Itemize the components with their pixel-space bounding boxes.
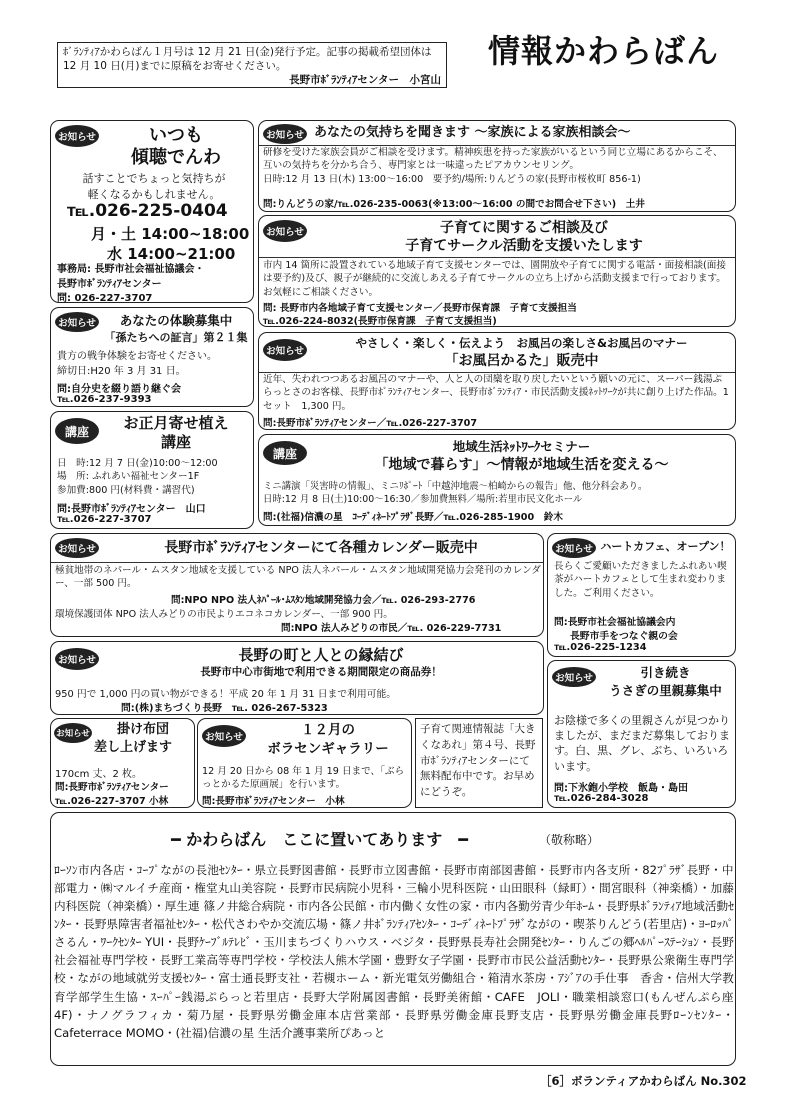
- lecture-badge: 講座: [55, 418, 99, 444]
- gallery-contact: 問:長野市ﾎﾞﾗﾝﾃｨｱセンター 小林: [202, 796, 345, 807]
- notice-badge: お知らせ: [54, 723, 92, 743]
- gallery-box: [197, 718, 412, 808]
- yoseue-text: 日 時:12 月 7 日(金)10:00～12:00 場 所: ふれあい福祉センター1F 参加費:800 円(材料費・講習代): [57, 458, 218, 496]
- places-list: ﾛｰｿﾝ市内各店・ｺｰﾌﾟながの長池ｾﾝﾀｰ・県立長野図書館・長野市立図書館・長野市南部図書館・長野市内各支所・82ﾌﾟﾗｻﾞ長野・中部電力・㈱マルイチ産商・権堂丸山美容院・長野市民病院小児科・三輪小児科医院・山田眼科（緑町）・間宮眼科（神楽橋）・加藤内科医院（神楽橋）・厚生連 篠ノ井総合病院・市内各公民館・市内働く女性の家・市内各勤労青少年ﾎｰﾑ・長野県ﾎﾞﾗﾝﾃｨｱ地域活動ｾﾝﾀｰ・長野県障害者福祉ｾﾝﾀｰ・松代さわやか交流広場・篠ノ井ﾎﾞﾗﾝﾃｨｱｾﾝﾀｰ・ｺｰﾃﾞｨﾈｰﾄﾌﾟﾗｻﾞながの・喫茶りんどう(若里店)・ﾖｰﾛｯﾊﾟ さるん・ﾜｰｸｾﾝﾀｰ YUI・長野ｹｰﾌﾞﾙﾃﾚﾋﾞ・玉川まちづくりハウス・ベジタ・長野県長寿社会開発ｾﾝﾀｰ・りんごの郷ﾍﾙﾊﾟｰｽﾃｰｼｮﾝ・長野社会福祉専門学校・長野工業高等専門学校・学校法人熊木学園・豊野女子学園・長野市市民公益活動ｾﾝﾀｰ・長野県公衆衛生専門学校・ながの地域就労支援ｾﾝﾀｰ・富士通長野支社・若槻ホーム・新光電気労働組合・箱清水茶房・ｱｼﾞｱの手仕事 香舎・信州大学教育学部学生生協・ｽｰﾊﾟｰ銭湯ぷらっと若里店・長野大学附属図書館・長野美術館・CAFE JOLI・職業相談窓口(もんぜんぷら座 4F)・ナノグラフィカ・菊乃屋・長野県労働金庫本店営業部・長野県労働金庫長野支店・長野県労働金庫長野ﾛｰﾝｾﾝﾀｰ・Cafeterrace MOMO・(社福)信濃の星 生活介護事業所ぴあっと: [54, 863, 734, 1040]
- usagi-contact1: 問:下氷鉋小学校 飯島・島田: [554, 783, 688, 794]
- keicho-contact: 問: 026-227-3707: [57, 293, 153, 303]
- taiken-title: あなたの体験募集中: [119, 313, 233, 328]
- keicho-text: 話すことでちょっと気持ちが 軽くなるかもしれません。: [82, 172, 226, 201]
- gallery-text: 12 月 20 日から 08 年 1 月 19 日まで、「ぶらっとかるた原画展」を行います。: [202, 766, 405, 791]
- kosodate-contact1: 問: 長野市内各地域子育て支援センター／長野市保育課 子育て支援担当: [263, 303, 577, 314]
- notice-badge: お知らせ: [55, 312, 99, 332]
- calendar-contact1: 問:NPO NPO 法人ﾈﾊﾟｰﾙ･ﾑｽﾀﾝ地域開発協力会／℡. 026-293-2776: [171, 595, 476, 606]
- yoseue-box: [50, 411, 254, 529]
- taiken-text: 貴方の戦争体験をお寄せください。 締切日:H20 年 3 月 31 日。: [57, 351, 217, 377]
- network-text: ミニ講演「災害時の情報」、ミニﾘﾎﾟｰﾄ「中越沖地震～柏崎からの報告」他、他分科会あり。 日時:12 月 8 日(土)10:00～16:30／参加費無料／場所:若里市民文化ホール: [263, 481, 648, 506]
- usagi-title1: 引き続き: [640, 665, 691, 680]
- ofuro-karuta-box: [258, 332, 736, 430]
- usagi-box: [547, 660, 736, 808]
- calendar-text2: 環境保護団体 NPO 法人みどりの市民よりエコネコカレンダー、一部 900 円。: [55, 609, 393, 620]
- taiken-box: [50, 307, 254, 407]
- page-title: 情報かわらばん: [488, 32, 720, 70]
- notice-badge: お知らせ: [202, 725, 246, 747]
- ookiku-text: 子育て関連情報誌「大きくなあれ」第４号、長野市ﾎﾞﾗﾝﾃｨｱセンターにて無料配布中です。お早めにどうぞ。: [420, 723, 536, 798]
- gallery-title1: １２月の: [301, 722, 355, 738]
- footer: ［6］ボランティアかわらばん No.302: [540, 1074, 747, 1088]
- heart-contact3: ℡.026-225-1234: [554, 642, 647, 653]
- heart-contact1: 問:長野市社会福祉協議会内: [554, 617, 676, 628]
- notice-badge: お知らせ: [552, 667, 596, 687]
- kosodate-title1: 子育てに関するご相談及び: [440, 220, 608, 236]
- machi-box: [50, 641, 544, 715]
- calendar-contact2: 問:NPO 法人みどりの市民／℡. 026-229-7731: [281, 623, 502, 634]
- notice-badge: お知らせ: [263, 220, 307, 242]
- machi-contact: 問:(株)まちづくり長野 ℡. 026-267-5323: [121, 703, 328, 714]
- network-seminar-box: [258, 434, 736, 526]
- keicho-tel: ℡.026-225-0404: [67, 201, 228, 221]
- keicho-hours1: 月・土 14:00~18:00: [91, 225, 250, 243]
- notice-badge: お知らせ: [263, 339, 307, 361]
- places-box: [50, 812, 736, 1066]
- kazoku-title: あなたの気持ちを聞きます ～家族による家族相談会～: [314, 125, 631, 140]
- kosodate-title2: 子育てサークル活動を支援いたします: [405, 238, 643, 254]
- kazoku-soudan-box: [258, 120, 736, 212]
- notice-badge: お知らせ: [552, 538, 596, 558]
- network-contact: 問:(社福)信濃の星 ｺｰﾃﾞｨﾈｰﾄﾌﾟﾗｻﾞ長野／℡.026-285-1900 鈴木: [263, 512, 563, 523]
- yoseue-contact2: ℡.026-227-3707: [57, 514, 152, 525]
- heart-text: 長らくご愛顧いただきましたふれあい喫茶がハートカフェとして生まれ変わりました。ご利用ください。: [554, 561, 727, 599]
- kazoku-contact: 問:りんどうの家/℡.026-235-0063(※13:00～16:00 の間でお問合せ下さい) 土井: [263, 199, 645, 210]
- taiken-contact2: ℡.026-237-9393: [57, 394, 152, 405]
- notice-text: ﾎﾞﾗﾝﾃｨｱかわらばん１月号は 12 月 21 日(金)発行予定。記事の掲載希望団体は 12 月 10 日(月)までに原稿をお寄せください。: [63, 46, 432, 73]
- futon-text: 170cm 丈、2 枚。: [55, 769, 143, 780]
- machi-title: 長野の町と人との縁結び: [238, 646, 404, 664]
- machi-subtitle: 長野市中心市街地で利用できる期間限定の商品券！: [200, 666, 442, 678]
- places-note: （敬称略）: [539, 833, 600, 847]
- ofuro-title2: 「お風呂かるた」販売中: [444, 353, 599, 369]
- places-title: ━ かわらばん ここに置いてあります ━: [171, 830, 468, 849]
- calendar-title: 長野市ﾎﾞﾗﾝﾃｨｱセンターにて各種カレンダー販売中: [164, 540, 478, 556]
- heart-title: ハートカフェ、オープン！: [600, 540, 731, 553]
- network-title2: 「地域で暮らす」～情報が地域生活を変える～: [374, 457, 669, 473]
- machi-text: 950 円で 1,000 円の買い物ができる！平成 20 年 1 月 31 日まで利用可能。: [55, 689, 397, 700]
- futon-contact2: ℡.026-227-3707 小林: [55, 796, 169, 807]
- heart-cafe-box: [547, 533, 736, 657]
- ofuro-contact: 問:長野市ﾎﾞﾗﾝﾃｨｱセンター／℡.026-227-3707: [263, 418, 478, 429]
- kosodate-contact2: ℡.026-224-8032(長野市保育課 子育て支援担当): [263, 316, 497, 327]
- yoseue-title1: お正月寄せ植え: [123, 414, 229, 432]
- yoseue-contact1: 問:長野市ﾎﾞﾗﾝﾃｨｱセンター 山口: [57, 504, 206, 515]
- kosodate-text: 市内 14 箇所に設置されている地域子育て支援センターでは、園開放や子育てに関する電話・面接相談(面接は要予約)及び、親子が継続的に交流しあえる子育てサークルの立ち上げから活動支援まで行っております。お気軽にご相談ください。: [263, 260, 726, 298]
- calendar-text1: 極貧地帯のネパール・ムスタン地域を支援している NPO 法人ネパール・ムスタン地域開発協力会発刊のカレンダー、一部 500 円。: [55, 565, 541, 590]
- lecture-badge: 講座: [263, 441, 307, 465]
- futon-title1: 掛け布団: [116, 722, 169, 737]
- usagi-text: お陰様で多くの里親さんが見つかりましたが、まだまだ募集しております。白、黒、グレ、ぶち、いろいろいます。: [554, 714, 730, 773]
- gallery-title2: ボラセンギャラリー: [267, 741, 389, 757]
- keicho-title1: いつも: [149, 125, 203, 146]
- notice-sign: 長野市ﾎﾞﾗﾝﾃｨｱセンター 小宮山: [289, 74, 441, 87]
- kazoku-text: 研修を受けた家族会員がご相談を受けます。精神疾患を持った家族がいるという同じ立場にあるからこそ、互いの気持ちを分かち合う、専門家とは一味違ったピアカウンセリング。 日時:12 月 13 日(木) 13:00～16:00 要予約/場所:りんどうの家(長野市桜枚町 856-1): [263, 147, 723, 185]
- kosodate-box: [258, 215, 736, 327]
- network-title1: 地域生活ﾈｯﾄﾜｰｸセミナー: [452, 439, 591, 454]
- keicho-hours2: 水 14:00~21:00: [107, 245, 236, 263]
- ofuro-title1: やさしく・楽しく・伝えよう お風呂の楽しさ&お風呂のマナー: [355, 336, 688, 350]
- usagi-contact2: ℡.026-284-3028: [554, 793, 649, 804]
- keicho-denwa-box: [50, 120, 254, 303]
- futon-title2: 差し上げます: [93, 740, 172, 755]
- usagi-title2: うさぎの里親募集中: [609, 683, 722, 698]
- futon-box: [50, 718, 195, 808]
- taiken-contact1: 問:自分史を綴り語り継ぐ会: [57, 384, 181, 395]
- submission-notice: [57, 42, 447, 88]
- keicho-office: 事務局: 長野市社会福祉協議会・ 長野市ﾎﾞﾗﾝﾃｨｱセンター: [57, 264, 205, 290]
- ofuro-text: 近年、失われつつあるお風呂のマナーや、人と人の団欒を取り戻したいという願いの元に、スーパー銭湯ぷらっとさのお客様、長野市ﾎﾞﾗﾝﾃｨｱセンター、長野市ﾎﾞﾗﾝﾃｨｱ・市民活動支援ﾈｯﾄﾜｰｸが共に創り上げた作品。1セット 1,300 円。: [263, 374, 729, 412]
- ookiku-naare-box: [415, 718, 543, 808]
- futon-contact1: 問:長野市ﾎﾞﾗﾝﾃｨｱセンター: [55, 782, 169, 793]
- notice-badge: お知らせ: [55, 538, 99, 558]
- heart-contact2: 長野市手をつなぐ親の会: [570, 631, 678, 642]
- notice-badge: お知らせ: [55, 648, 99, 670]
- keicho-title2: 傾聴でんわ: [131, 147, 221, 168]
- notice-badge: お知らせ: [55, 125, 99, 147]
- taiken-subtitle: 「孫たちへの証言」第２１集: [104, 331, 248, 344]
- notice-badge: お知らせ: [263, 124, 307, 144]
- calendar-box: [50, 533, 544, 637]
- yoseue-title2: 講座: [160, 433, 191, 451]
